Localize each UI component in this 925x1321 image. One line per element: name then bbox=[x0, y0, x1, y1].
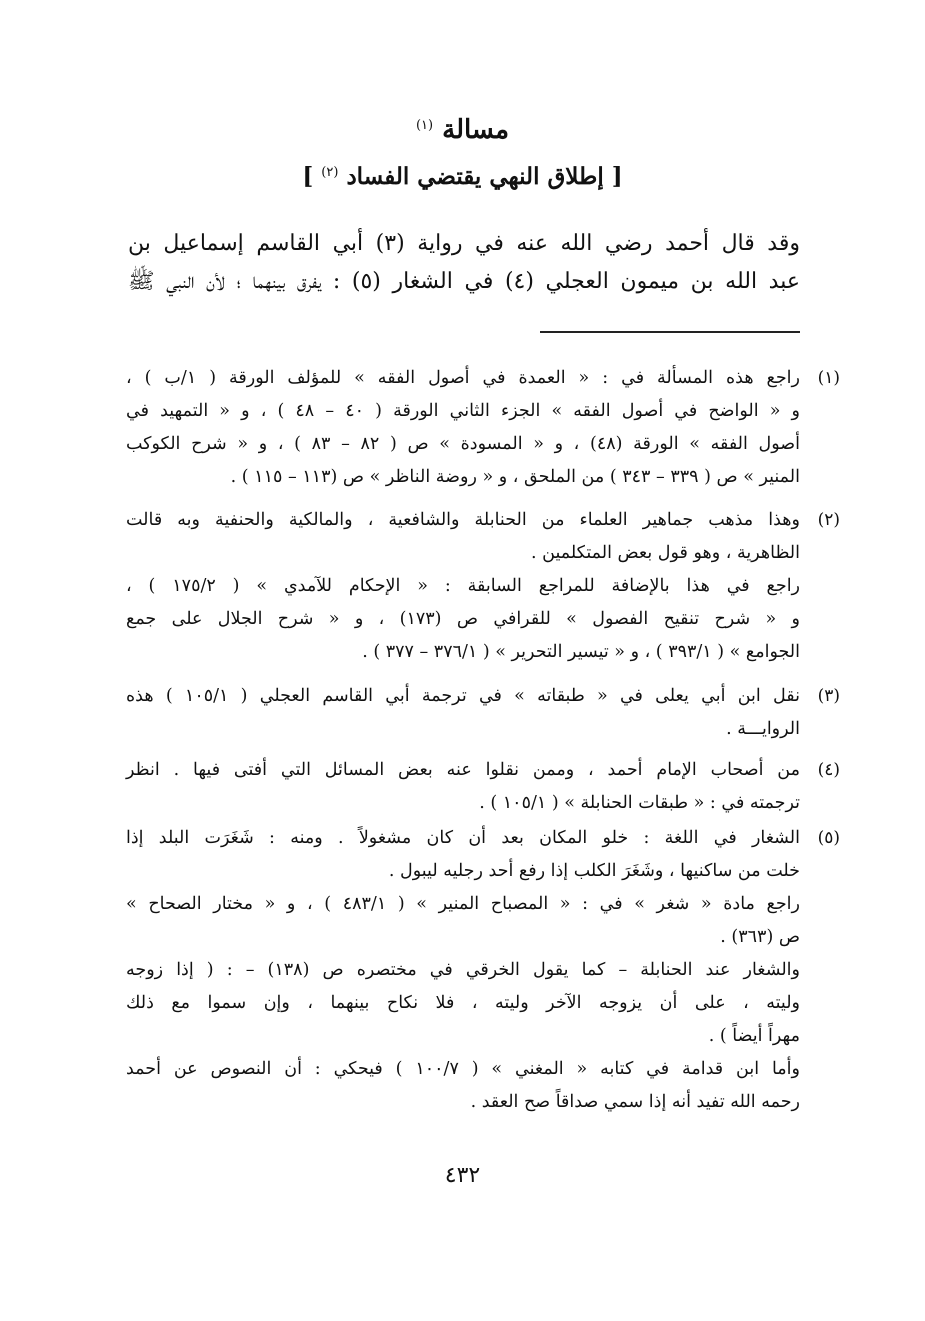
footnote-5 bbox=[126, 822, 840, 1119]
footnote-line: وليته ، على أن يزوجه الآخر وليته ، فلا نكاح بينهما ، وإن سموا مع ذلك bbox=[126, 993, 800, 1013]
footnote-line: الظاهرية ، وهو قول بعض المتكلمين . bbox=[531, 543, 800, 563]
footnote-number: (١) bbox=[817, 368, 840, 388]
page-title bbox=[0, 110, 925, 150]
footnote-number: (٤) bbox=[817, 760, 840, 780]
footnote-line: من أصحاب الإمام أحمد ، وممن نقلوا عنه بعض المسائل التي أفتى فيها . انظر bbox=[126, 760, 800, 780]
footnote-line: و « الواضح في أصول الفقه » الجزء الثاني الورقة ( ٤٠ – ٤٨ ) ، و « التمهيد في bbox=[126, 401, 800, 421]
subtitle-text: [ إطلاق النهي يقتضي الفساد bbox=[346, 163, 623, 190]
footnote-number: (٥) bbox=[817, 828, 840, 848]
footnote-line: مهراً أيضاً ) . bbox=[708, 1026, 800, 1046]
footnote-line: الروايـــة . bbox=[726, 719, 800, 739]
body-line-1: وقد قال أحمد رضي الله عنه في رواية (٣) أبي القاسم إسماعيل بن bbox=[128, 231, 800, 256]
footnote-line: راجع هذه المسألة في : « العمدة في أصول الفقه » للمؤلف الورقة ( ١/ب ) ، bbox=[126, 368, 800, 388]
footnote-number: (٢) bbox=[817, 510, 840, 530]
page-subtitle bbox=[0, 158, 925, 196]
footnote-number: (٣) bbox=[817, 686, 840, 706]
footnote-line: رحمه الله تفيد أنه إذا سمي صداقاً صح العقد . bbox=[470, 1092, 800, 1112]
footnote-line: ترجمته في : « طبقات الحنابلة » ( ١٠٥/١ ) . bbox=[479, 793, 800, 813]
page-number: ٤٣٢ bbox=[444, 1163, 481, 1188]
footnote-line: المنير » ص ( ٣٣٩ – ٣٤٣ ) من الملحق ، و « روضة الناظر » ص (١١٣ – ١١٥ ) . bbox=[230, 467, 800, 487]
footnote-line: و « شرح تنقيح الفصول » للقرافي ص (١٧٣) ، و « شرح الجلال على جمع bbox=[126, 609, 800, 629]
footnote-line: ص (٣٦٣) . bbox=[720, 927, 800, 947]
footnote-1 bbox=[126, 362, 840, 494]
body-line-2: عبد الله بن ميمون العجلي (٤) في الشغار (٥) : يفرق بينهما ؛ لأن النبي ﷺ bbox=[128, 269, 800, 294]
footnote-4 bbox=[126, 754, 840, 820]
footnote-separator bbox=[540, 331, 800, 333]
footnote-line: الجوامع » ( ٣٩٣/١ ) ، و « تيسير التحرير » ( ٣٧٦/١ – ٣٧٧ ) . bbox=[362, 642, 800, 662]
title-text: مسالة bbox=[442, 115, 510, 145]
subtitle-footnote-ref: (٢) bbox=[321, 165, 339, 180]
footnote-line: راجع في هذا بالإضافة للمراجع السابقة : « الإحكام للآمدي » ( ١٧٥/٢ ) ، bbox=[126, 576, 801, 596]
footnote-line: والشغار عند الحنابلة – كما يقول الخرقي في مختصره ص (١٣٨) – : ( إذا زوجه bbox=[126, 960, 801, 980]
footnote-line: وأما ابن قدامة في كتابه « المغني » ( ١٠٠/٧ ) فيحكي : أن النصوص عن أحمد bbox=[126, 1059, 800, 1079]
footnote-line: راجع مادة « شغر » في : « المصباح المنير » ( ٤٨٣/١ ) ، و « مختار الصحاح » bbox=[126, 894, 800, 914]
footnote-3 bbox=[126, 680, 840, 746]
footnote-line: أصول الفقه » الورقة (٤٨) ، و « المسودة » ص ( ٨٢ – ٨٣ ) ، و « شرح الكوكب bbox=[126, 434, 800, 454]
title-footnote-ref: (١) bbox=[415, 118, 434, 133]
subtitle-close-bracket: ] bbox=[302, 163, 314, 190]
footnote-line: نقل ابن أبي يعلى في « طبقاته » في ترجمة أبي القاسم العجلي ( ١٠٥/١ ) هذه bbox=[126, 686, 800, 706]
footnote-line: خلت من ساكنيها ، وشَغَرَ الكلب إذا رفع أحد رجليه ليبول . bbox=[388, 861, 800, 881]
footnote-line: وهذا مذهب جماهير العلماء من الحنابلة والشافعية ، والمالكية والحنفية وبه قالت bbox=[126, 510, 800, 530]
footnote-2 bbox=[126, 504, 840, 669]
footnote-line: الشغار في اللغة : خلو المكان بعد أن كان مشغولاً . ومنه : شَغَرَت البلد إذا bbox=[126, 828, 800, 848]
